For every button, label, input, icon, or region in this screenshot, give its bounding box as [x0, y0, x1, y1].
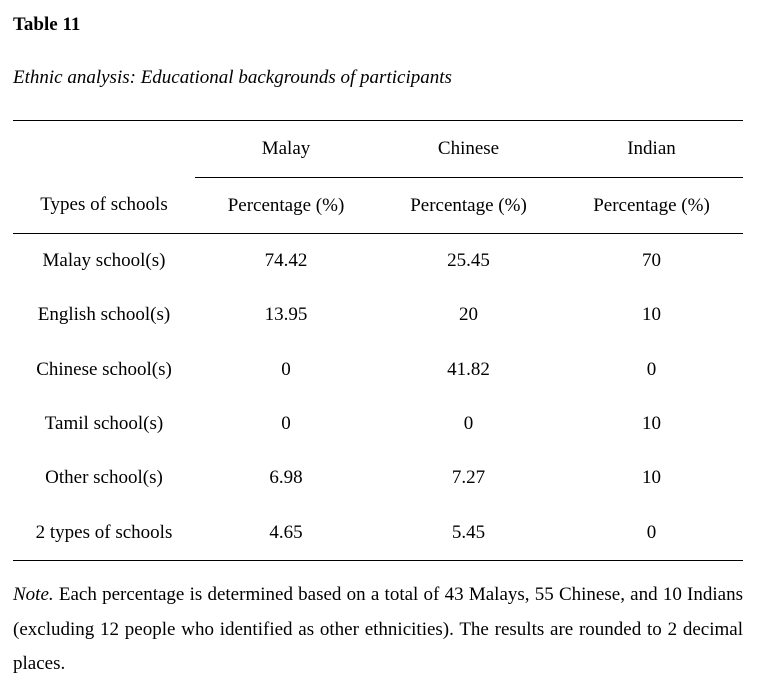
note-label: Note. — [13, 584, 54, 605]
table-label: Table 11 — [13, 14, 81, 35]
malay-value-cell: 6.98 — [269, 467, 303, 489]
table-note — [13, 578, 743, 682]
indian-value-cell: 10 — [642, 304, 661, 326]
table-row — [13, 397, 743, 451]
indian-value-cell: 0 — [646, 358, 657, 380]
header-malay: Malay — [195, 121, 377, 178]
indian-value-cell: 10 — [642, 413, 661, 435]
note-text: Each percentage is determined based on a total of 43 Malays, 55 Chinese, and 10 Indians (excluding 12 people who identified as other ethnicities). The results are rounded to 2 decimal places. — [13, 584, 743, 674]
school-type-cell: Chinese school(s) — [36, 358, 172, 380]
school-type-cell: Other school(s) — [45, 467, 163, 489]
chinese-value-cell: 25.45 — [447, 250, 490, 272]
chinese-value-cell: 0 — [463, 413, 474, 435]
indian-value-cell: 70 — [642, 250, 661, 272]
malay-value-cell: 74.42 — [264, 250, 308, 272]
malay-value-cell: 0 — [281, 358, 291, 380]
table-row — [13, 343, 743, 397]
header-types-of-schools: Types of schools — [13, 178, 195, 234]
school-type-cell: 2 types of schools — [13, 505, 195, 560]
chinese-value-cell: 20 — [459, 304, 478, 326]
ethnic-education-table — [13, 120, 743, 561]
chinese-value-cell: 41.82 — [447, 358, 490, 380]
header-percentage-malay: Percentage (%) — [195, 178, 377, 234]
indian-value-cell: 0 — [560, 505, 743, 560]
chinese-value-cell: 5.45 — [377, 505, 560, 560]
header-indian: Indian — [560, 121, 743, 178]
malay-value-cell: 13.95 — [264, 304, 308, 326]
header-percentage-indian: Percentage (%) — [560, 178, 743, 234]
indian-value-cell: 10 — [642, 467, 661, 489]
header-percentage-chinese: Percentage (%) — [377, 178, 560, 234]
malay-value-cell: 4.65 — [195, 505, 377, 560]
school-type-cell: Tamil school(s) — [44, 413, 164, 435]
table-row — [13, 234, 743, 289]
chinese-value-cell: 7.27 — [451, 467, 486, 489]
school-type-cell: Malay school(s) — [42, 250, 166, 272]
ethnic-header-row — [13, 121, 743, 178]
table-row — [13, 288, 743, 342]
header-chinese: Chinese — [377, 121, 560, 178]
table-row — [13, 451, 743, 505]
header-empty-cell — [13, 121, 195, 178]
table-caption: Ethnic analysis: Educational backgrounds of participants — [13, 67, 452, 88]
table-row — [13, 505, 743, 560]
subheader-row — [13, 178, 743, 234]
school-type-cell: English school(s) — [37, 304, 171, 326]
malay-value-cell: 0 — [281, 413, 291, 435]
